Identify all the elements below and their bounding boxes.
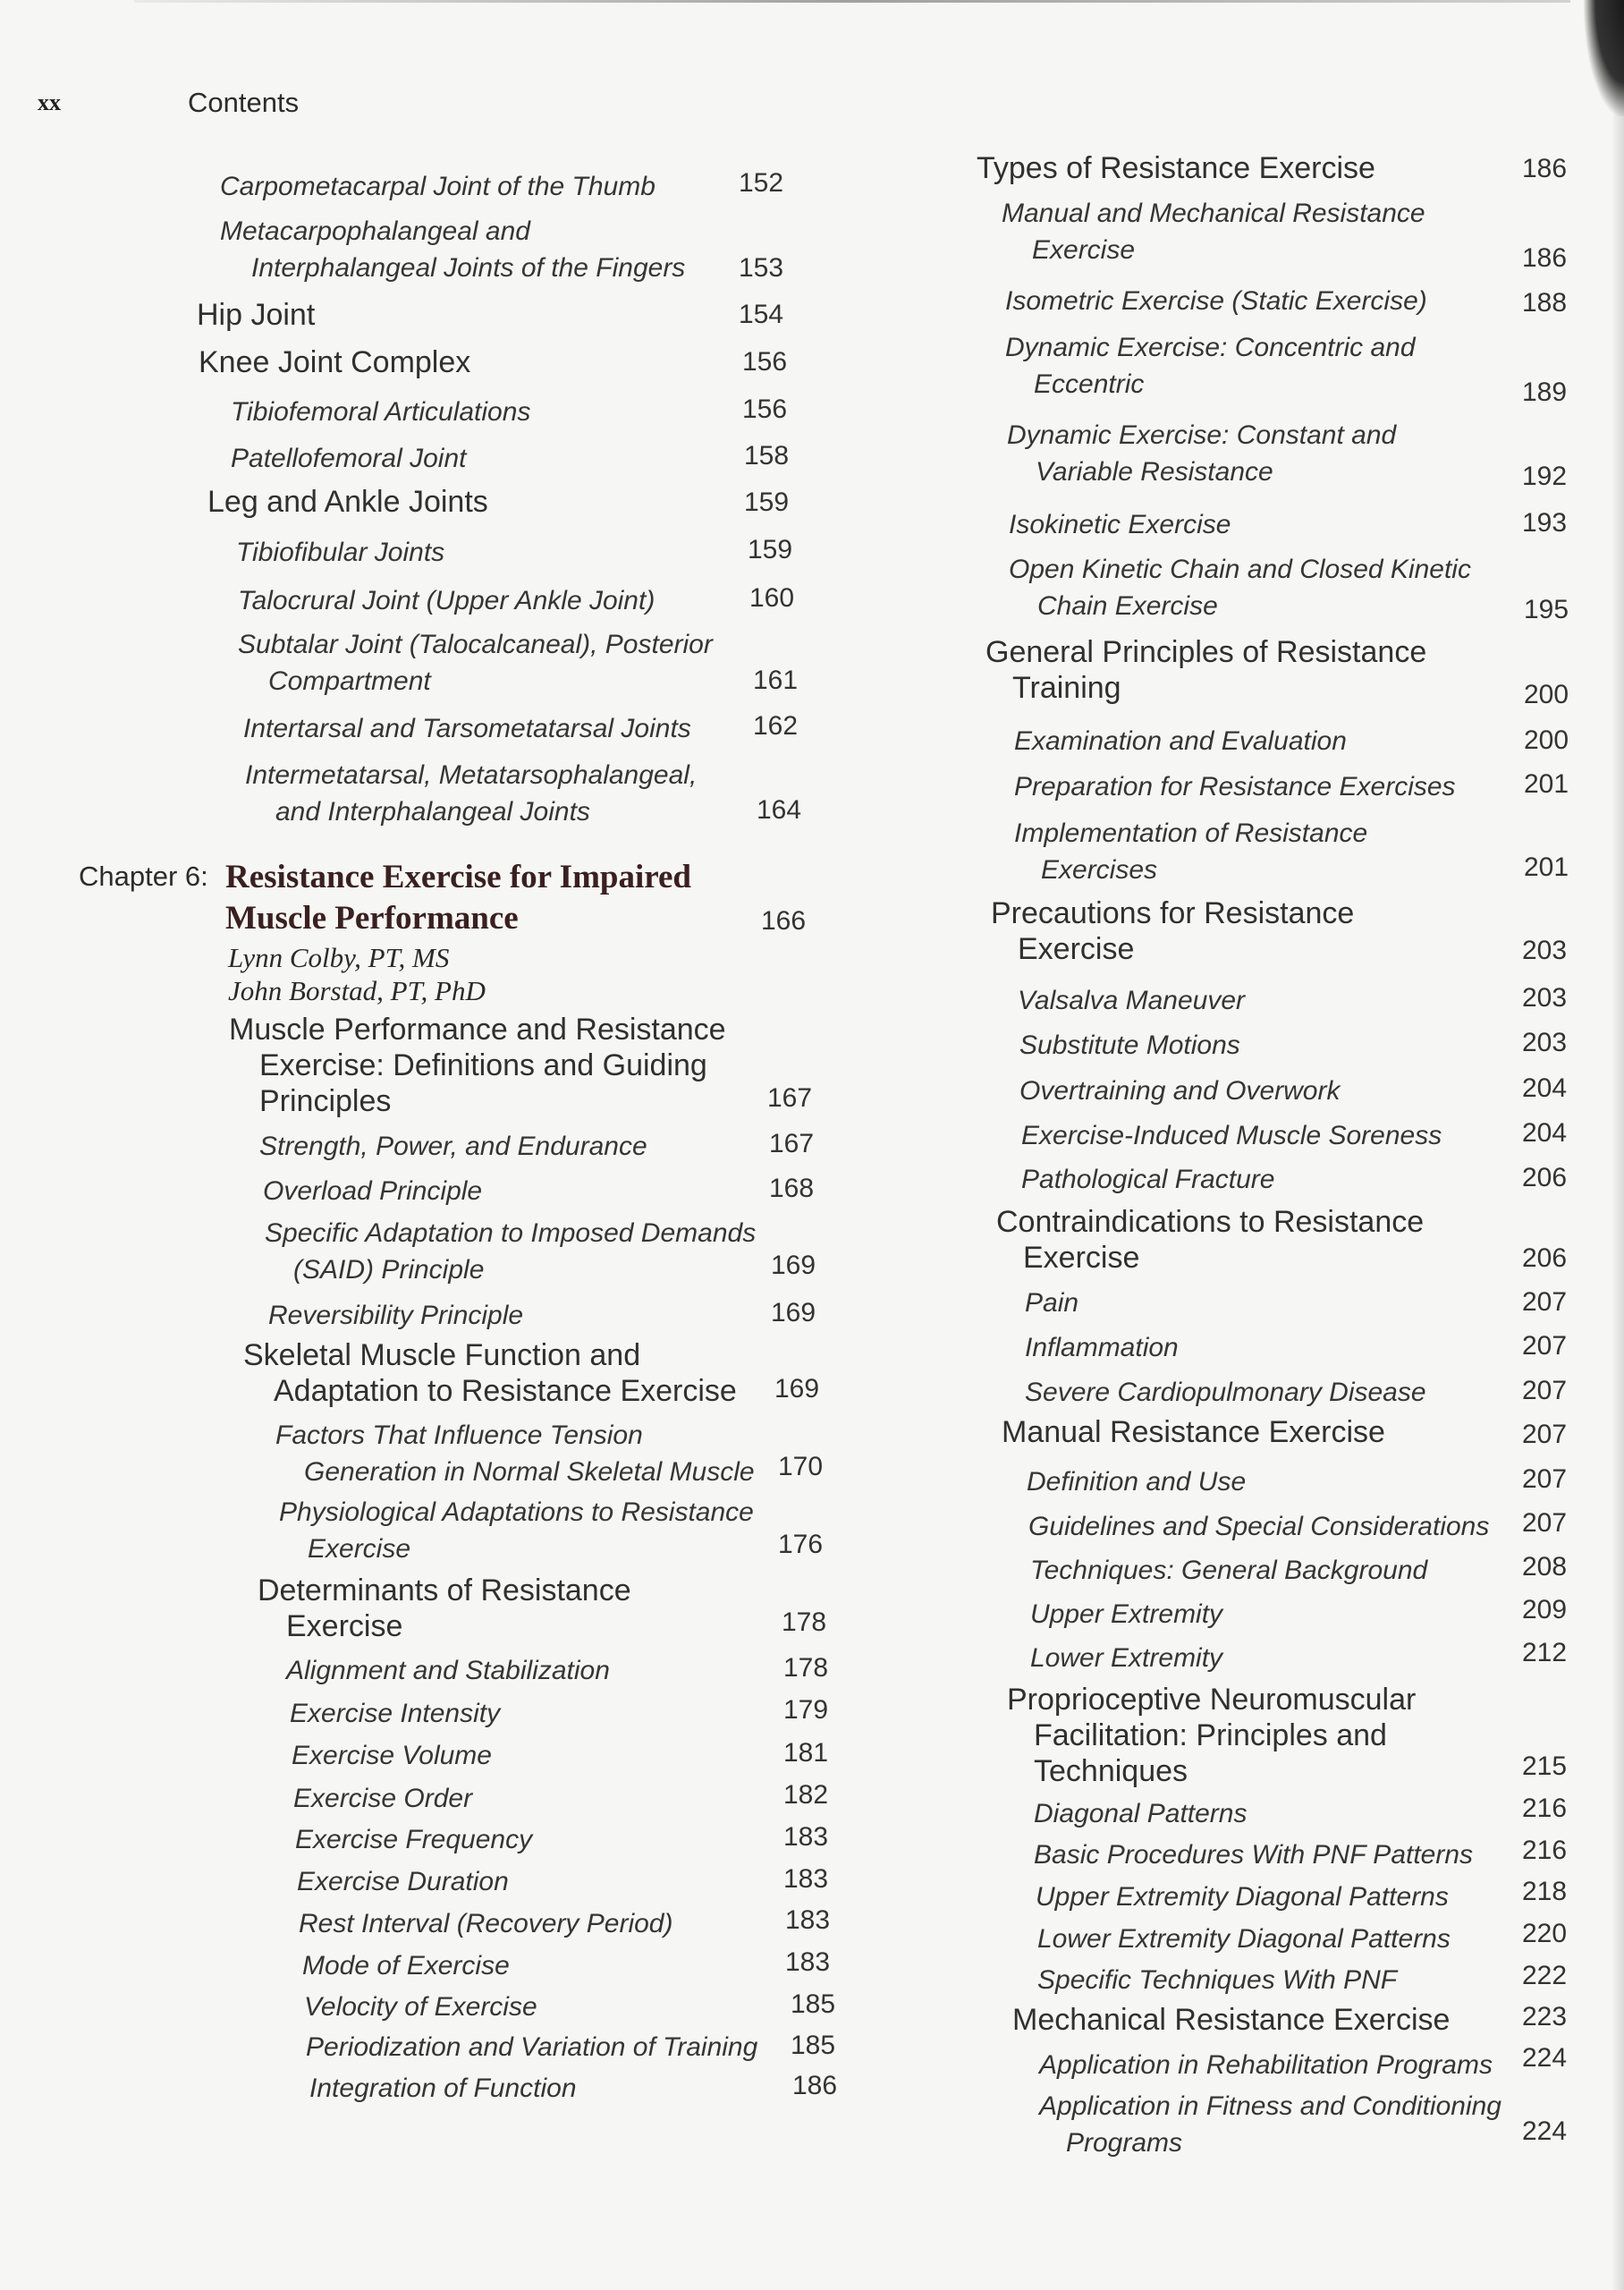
toc-entry-factors-that-influence-tension [275, 1417, 755, 1490]
toc-page-number: 206 [1522, 1243, 1568, 1273]
toc-page-number: 186 [792, 2071, 838, 2100]
toc-entry-title: Metacarpophalangeal and [220, 216, 530, 246]
toc-entry-title: Exercise: Definitions and Guiding [259, 1048, 707, 1082]
toc-entry-guidelines-and-special-considerations [1028, 1508, 1489, 1545]
toc-entry-title: Exercise Intensity [290, 1699, 501, 1728]
toc-page-number: 154 [739, 300, 784, 329]
toc-page-number: 179 [783, 1695, 829, 1725]
toc-entry-title: Talocrural Joint (Upper Ankle Joint) [238, 586, 656, 615]
toc-entry-title: (SAID) Principle [293, 1255, 485, 1285]
toc-entry-title: Muscle Performance and Resistance [229, 1013, 726, 1047]
toc-page-number: 201 [1524, 852, 1569, 882]
toc-entry-overload-principle [263, 1173, 482, 1209]
toc-page-number: 218 [1522, 1877, 1568, 1906]
toc-entry-exercise-volume [292, 1737, 492, 1774]
toc-entry-title: Reversibility Principle [268, 1301, 524, 1330]
toc-entry-title: Strength, Power, and Endurance [259, 1132, 647, 1161]
toc-entry-application-in-rehabilitation-programs [1039, 2047, 1493, 2083]
toc-entry-title: Preparation for Resistance Exercises [1014, 772, 1456, 802]
toc-page-number: 200 [1524, 725, 1569, 755]
toc-entry-title: and Interphalangeal Joints [275, 797, 590, 827]
toc-entry-title: Exercises [1041, 855, 1158, 885]
toc-page-number: 207 [1522, 1287, 1568, 1317]
toc-entry-title: Velocity of Exercise [304, 1992, 537, 2022]
toc-entry-title: Patellofemoral Joint [231, 444, 467, 473]
toc-entry-specific-techniques-with-pnf [1037, 1962, 1397, 1998]
toc-entry-title: Exercise Volume [292, 1741, 492, 1770]
toc-entry-title: Periodization and Variation of Training [306, 2032, 758, 2062]
toc-entry-pathological-fracture [1021, 1161, 1274, 1198]
toc-entry-title: Upper Extremity [1030, 1599, 1223, 1629]
chapter-author: John Borstad, PT, PhD [228, 975, 486, 1006]
toc-page-number: 176 [778, 1530, 824, 1559]
toc-page-number: 209 [1522, 1595, 1568, 1624]
toc-entry-muscle-performance-and-resistance [229, 1012, 726, 1119]
page-right-shadow [1611, 0, 1624, 2290]
toc-entry-intertarsal-and-tarsometatarsal-joints [243, 710, 691, 747]
toc-entry-title: Exercise [1023, 1241, 1140, 1275]
toc-page-number: 181 [783, 1738, 829, 1768]
toc-entry-title: Chain Exercise [1037, 591, 1218, 621]
toc-entry-title: Tibiofibular Joints [236, 538, 445, 567]
toc-entry-isokinetic-exercise [1009, 506, 1231, 543]
toc-entry-exercise-order [293, 1780, 472, 1817]
toc-page-number: 159 [748, 535, 793, 564]
toc-page-number: 164 [757, 795, 802, 825]
toc-page-number: 152 [739, 168, 784, 198]
toc-entry-title: Adaptation to Resistance Exercise [274, 1374, 737, 1408]
toc-entry-title: Severe Cardiopulmonary Disease [1025, 1378, 1426, 1407]
toc-entry-title: Interphalangeal Joints of the Fingers [251, 253, 686, 283]
toc-entry-isometric-exercise-static-exercise [1005, 283, 1427, 319]
toc-page-number: 162 [753, 711, 799, 741]
toc-entry-title: Compartment [268, 666, 431, 696]
toc-entry-title: Pathological Fracture [1021, 1165, 1275, 1194]
toc-entry-examination-and-evaluation [1014, 723, 1347, 759]
toc-entry-title: Factors That Influence Tension [275, 1421, 643, 1450]
chapter-title [225, 857, 691, 939]
toc-entry-manual-resistance-exercise [1002, 1414, 1385, 1450]
toc-page-number: 169 [774, 1374, 820, 1404]
chapter-title-line: Resistance Exercise for Impaired [225, 859, 691, 895]
toc-page-number: 158 [744, 441, 790, 471]
toc-page-number: 207 [1522, 1420, 1568, 1449]
toc-page-number: 168 [769, 1174, 815, 1203]
toc-entry-intermetatarsal-metatarsophalangeal [245, 757, 697, 830]
toc-entry-proprioceptive-neuromuscular [1007, 1682, 1416, 1789]
toc-page-number: 216 [1522, 1794, 1568, 1823]
toc-entry-exercise-frequency [295, 1821, 532, 1858]
toc-entry-title: Facilitation: Principles and [1034, 1718, 1387, 1752]
toc-entry-pain [1025, 1285, 1078, 1321]
toc-entry-rest-interval-recovery-period [299, 1905, 672, 1942]
toc-page-number: 220 [1522, 1919, 1568, 1948]
toc-entry-mechanical-resistance-exercise [1012, 2002, 1450, 2038]
toc-entry-talocrural-joint-upper-ankle-joint [238, 582, 655, 619]
toc-page-number: 170 [778, 1452, 824, 1481]
toc-entry-title: Hip Joint [197, 298, 316, 332]
toc-entry-title: Upper Extremity Diagonal Patterns [1036, 1882, 1449, 1912]
toc-page-number: 178 [782, 1607, 827, 1637]
toc-page-number: 207 [1522, 1508, 1568, 1538]
toc-page-number: 222 [1522, 1961, 1568, 1990]
toc-entry-strength-power-and-endurance [259, 1128, 647, 1165]
toc-entry-mode-of-exercise [302, 1947, 510, 1984]
toc-entry-title: Mechanical Resistance Exercise [1012, 2003, 1451, 2037]
toc-entry-diagonal-patterns [1034, 1795, 1247, 1832]
toc-entry-title: Integration of Function [309, 2074, 577, 2103]
toc-page-number: 203 [1522, 1028, 1568, 1057]
toc-page-number: 208 [1522, 1552, 1568, 1582]
toc-entry-carpometacarpal-joint-of-the-thumb [220, 168, 656, 205]
toc-entry-general-principles-of-resistance [985, 634, 1426, 706]
toc-entry-contraindications-to-resistance [996, 1204, 1424, 1276]
toc-entry-title: Lower Extremity Diagonal Patterns [1037, 1924, 1451, 1954]
toc-page-number: 203 [1522, 936, 1568, 965]
toc-entry-dynamic-exercise-constant-and [1007, 417, 1396, 490]
toc-entry-definition-and-use [1027, 1463, 1246, 1500]
toc-page-number: 223 [1522, 2002, 1568, 2031]
toc-page-number: 169 [771, 1298, 816, 1327]
toc-entry-precautions-for-resistance [991, 895, 1354, 967]
toc-entry-types-of-resistance-exercise [977, 150, 1375, 186]
toc-entry-tibiofemoral-articulations [231, 394, 530, 430]
toc-entry-title: Basic Procedures With PNF Patterns [1034, 1840, 1474, 1870]
chapter-label: Chapter 6: [79, 861, 208, 892]
toc-entry-title: Knee Joint Complex [199, 345, 471, 379]
toc-page-number: 183 [783, 1864, 829, 1894]
toc-entry-title: Techniques: General Background [1030, 1556, 1428, 1585]
toc-entry-preparation-for-resistance-exercises [1014, 768, 1456, 805]
toc-entry-title: Subtalar Joint (Talocalcaneal), Posterior [238, 630, 713, 659]
toc-page-number: 161 [753, 666, 799, 695]
toc-entry-patellofemoral-joint [231, 440, 466, 477]
toc-entry-title: Mode of Exercise [302, 1951, 510, 1980]
toc-page-number: 215 [1522, 1751, 1568, 1781]
toc-entry-hip-joint [197, 297, 315, 333]
toc-entry-title: Manual Resistance Exercise [1002, 1415, 1385, 1449]
toc-entry-title: Alignment and Stabilization [286, 1656, 610, 1685]
toc-entry-title: Principles [259, 1084, 392, 1118]
toc-entry-upper-extremity [1030, 1596, 1222, 1633]
toc-entry-title: Generation in Normal Skeletal Muscle [304, 1457, 755, 1487]
toc-page-number: 193 [1522, 508, 1568, 538]
toc-entry-title: Substitute Motions [1019, 1030, 1240, 1060]
toc-page-number: 212 [1522, 1638, 1568, 1667]
toc-entry-determinants-of-resistance [258, 1573, 631, 1644]
toc-entry-title: Application in Rehabilitation Programs [1039, 2050, 1493, 2080]
toc-page-number: 185 [791, 1989, 836, 2019]
toc-page-number: 224 [1522, 2116, 1568, 2146]
toc-page-number: 195 [1524, 595, 1569, 624]
toc-entry-title: Skeletal Muscle Function and [243, 1338, 641, 1372]
toc-entry-title: Specific Adaptation to Imposed Demands [265, 1218, 757, 1248]
toc-entry-specific-adaptation-to-imposed-demands [265, 1215, 756, 1288]
toc-entry-overtraining-and-overwork [1019, 1073, 1340, 1109]
toc-page-number: 204 [1522, 1118, 1568, 1148]
toc-entry-title: Exercise-Induced Muscle Soreness [1021, 1121, 1442, 1150]
chapter-author: Lynn Colby, PT, MS [228, 942, 450, 973]
toc-entry-title: Isokinetic Exercise [1009, 510, 1231, 539]
toc-entry-manual-and-mechanical-resistance [1002, 195, 1425, 268]
toc-entry-title: Rest Interval (Recovery Period) [299, 1909, 673, 1938]
toc-entry-title: Diagonal Patterns [1034, 1799, 1248, 1828]
toc-page-number: 216 [1522, 1836, 1568, 1865]
toc-page-number: 189 [1522, 377, 1568, 407]
toc-page-number: 169 [771, 1251, 816, 1280]
toc-entry-title: Guidelines and Special Considerations [1028, 1512, 1490, 1541]
toc-entry-dynamic-exercise-concentric-and [1005, 329, 1416, 403]
toc-entry-title: Contraindications to Resistance [996, 1205, 1425, 1239]
toc-entry-substitute-motions [1019, 1027, 1240, 1064]
chapter-page-number: 166 [761, 906, 807, 936]
toc-page-number: 159 [744, 488, 790, 517]
toc-entry-title: Techniques [1034, 1754, 1188, 1788]
toc-entry-lower-extremity [1030, 1640, 1222, 1676]
toc-entry-leg-and-ankle-joints [207, 484, 488, 520]
toc-entry-title: Dynamic Exercise: Concentric and [1005, 333, 1416, 362]
toc-entry-reversibility-principle [268, 1297, 523, 1334]
toc-page-number: 204 [1522, 1073, 1568, 1103]
toc-page-number: 192 [1522, 462, 1568, 491]
toc-entry-title: Types of Resistance Exercise [977, 151, 1375, 185]
toc-page-number: 207 [1522, 1464, 1568, 1494]
toc-entry-techniques-general-background [1030, 1552, 1427, 1589]
toc-entry-title: Isometric Exercise (Static Exercise) [1005, 286, 1427, 316]
toc-entry-velocity-of-exercise [304, 1989, 537, 2025]
toc-entry-periodization-and-variation-of-training [306, 2029, 757, 2065]
toc-entry-title: Dynamic Exercise: Constant and [1007, 420, 1397, 450]
toc-page-number: 186 [1522, 154, 1568, 183]
toc-entry-exercise-induced-muscle-soreness [1021, 1117, 1442, 1154]
toc-entry-lower-extremity-diagonal-patterns [1037, 1921, 1451, 1957]
toc-entry-title: Intertarsal and Tarsometatarsal Joints [243, 714, 691, 743]
toc-page-number: 203 [1522, 983, 1568, 1013]
toc-entry-title: Definition and Use [1027, 1467, 1247, 1497]
toc-page-number: 183 [785, 1947, 831, 1977]
toc-entry-alignment-and-stabilization [286, 1652, 610, 1689]
toc-page-number: 153 [739, 253, 784, 283]
toc-entry-title: Training [1012, 671, 1121, 705]
toc-entry-title: Overtraining and Overwork [1019, 1076, 1341, 1106]
toc-page-number: 183 [785, 1905, 831, 1935]
toc-entry-knee-joint-complex [199, 344, 470, 380]
toc-entry-integration-of-function [309, 2070, 577, 2107]
toc-entry-basic-procedures-with-pnf-patterns [1034, 1836, 1473, 1873]
toc-entry-title: Examination and Evaluation [1014, 726, 1347, 756]
toc-page-number: 167 [769, 1129, 815, 1158]
toc-entry-title: Application in Fitness and Conditioning [1039, 2091, 1501, 2121]
toc-entry-title: Exercise Duration [297, 1867, 509, 1896]
toc-entry-exercise-intensity [290, 1695, 500, 1732]
toc-entry-title: Intermetatarsal, Metatarsophalangeal, [245, 760, 698, 790]
toc-page-number: 200 [1524, 680, 1569, 709]
toc-entry-subtalar-joint-talocalcaneal-posterior [238, 626, 713, 700]
toc-entry-tibiofibular-joints [236, 534, 444, 571]
toc-page-number: 178 [783, 1653, 829, 1683]
toc-entry-title: Exercise [286, 1609, 403, 1643]
toc-entry-severe-cardiopulmonary-disease [1025, 1374, 1426, 1411]
toc-entry-title: Eccentric [1034, 369, 1145, 399]
toc-entry-valsalva-maneuver [1018, 982, 1245, 1019]
toc-entry-title: Leg and Ankle Joints [207, 485, 488, 519]
toc-entry-title: Lower Extremity [1030, 1643, 1223, 1673]
toc-entry-title: Precautions for Resistance [991, 896, 1355, 930]
toc-page-number: 160 [749, 583, 795, 613]
page-top-edge [134, 0, 1570, 3]
toc-entry-title: Determinants of Resistance [258, 1573, 631, 1607]
toc-entry-title: Variable Resistance [1036, 457, 1273, 487]
toc-entry-title: Programs [1066, 2128, 1183, 2158]
toc-entry-upper-extremity-diagonal-patterns [1036, 1879, 1449, 1915]
toc-entry-title: Exercise Frequency [295, 1825, 533, 1854]
toc-page-number: 167 [767, 1083, 813, 1113]
toc-entry-metacarpophalangeal-and [220, 213, 685, 286]
toc-entry-open-kinetic-chain-and-closed-kinetic [1009, 551, 1471, 624]
toc-entry-title: Valsalva Maneuver [1018, 986, 1246, 1015]
toc-entry-title: Exercise [1018, 932, 1135, 966]
toc-entry-physiological-adaptations-to-resistance [279, 1494, 754, 1567]
toc-page-number: 185 [791, 2031, 836, 2060]
toc-entry-title: Manual and Mechanical Resistance [1002, 199, 1425, 228]
toc-entry-title: Exercise [1032, 235, 1136, 265]
toc-page-number: 201 [1524, 769, 1569, 799]
toc-entry-skeletal-muscle-function-and [243, 1337, 737, 1409]
toc-page-number: 207 [1522, 1331, 1568, 1361]
toc-entry-title: Physiological Adaptations to Resistance [279, 1497, 754, 1527]
toc-entry-title: Exercise [308, 1534, 411, 1564]
toc-page-number: 186 [1522, 243, 1568, 273]
toc-entry-title: General Principles of Resistance [985, 635, 1427, 669]
toc-entry-title: Exercise Order [293, 1784, 473, 1813]
toc-page-number: 183 [783, 1822, 829, 1852]
toc-page-number: 156 [742, 394, 788, 424]
toc-entry-title: Specific Techniques With PNF [1037, 1965, 1398, 1995]
toc-entry-application-in-fitness-and-conditioning [1039, 2088, 1501, 2161]
toc-entry-exercise-duration [297, 1863, 509, 1900]
toc-page-number: 182 [783, 1780, 829, 1810]
toc-page-number: 156 [742, 347, 788, 377]
toc-entry-title: Tibiofemoral Articulations [231, 397, 531, 427]
toc-entry-title: Open Kinetic Chain and Closed Kinetic [1009, 555, 1471, 584]
toc-page-number: 207 [1522, 1376, 1568, 1405]
toc-entry-title: Pain [1025, 1288, 1079, 1318]
chapter-title-line: Muscle Performance [225, 900, 519, 937]
toc-entry-inflammation [1025, 1329, 1179, 1366]
running-head: Contents [188, 87, 300, 118]
toc-entry-title: Overload Principle [263, 1176, 483, 1206]
toc-entry-title: Carpometacarpal Joint of the Thumb [220, 172, 656, 201]
toc-entry-title: Proprioceptive Neuromuscular [1007, 1683, 1417, 1717]
toc-page-number: 188 [1522, 288, 1568, 318]
page-number: xx [38, 89, 61, 115]
toc-page-number: 206 [1522, 1163, 1568, 1192]
toc-entry-implementation-of-resistance [1014, 815, 1367, 888]
toc-entry-title: Implementation of Resistance [1014, 818, 1368, 848]
toc-entry-title: Inflammation [1025, 1333, 1179, 1362]
toc-page-number: 224 [1522, 2043, 1568, 2073]
